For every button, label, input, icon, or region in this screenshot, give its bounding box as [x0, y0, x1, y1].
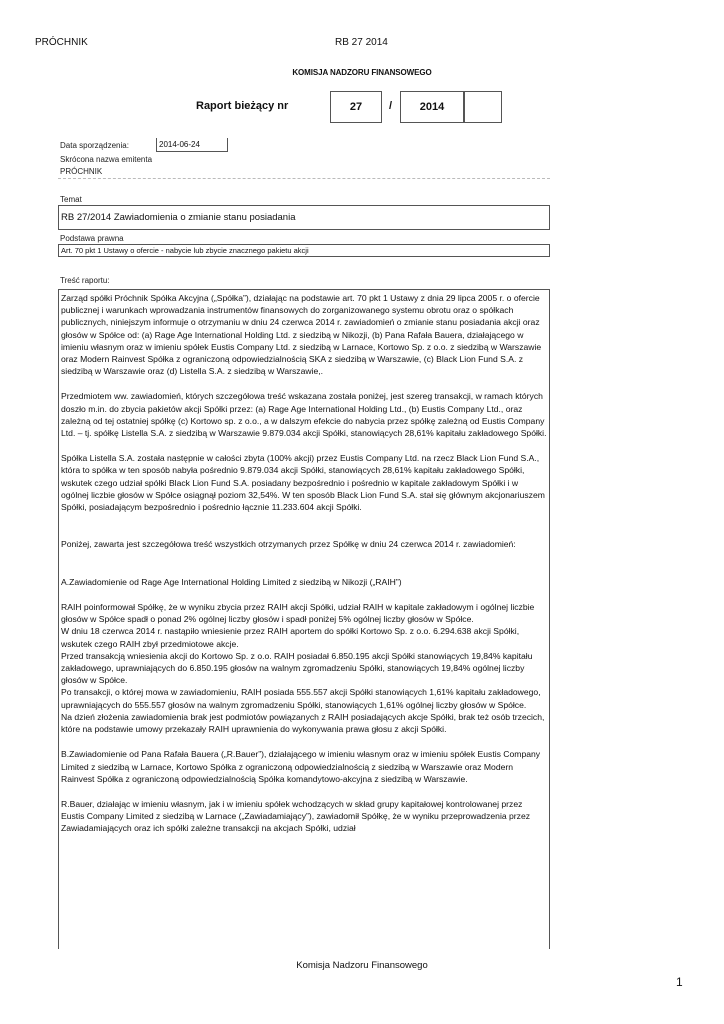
- legal-basis-label: Podstawa prawna: [60, 234, 124, 243]
- header-report-id: RB 27 2014: [335, 37, 388, 48]
- report-empty-box: [464, 91, 502, 123]
- date-label: Data sporządzenia:: [60, 141, 129, 150]
- content-paragraph: A.Zawiadomienie od Rage Age International Holding Limited z siedzibą w Nikozji („RAIH”): [61, 576, 402, 587]
- content-paragraph: Poniżej, zawarta jest szczegółowa treść wszystkich otrzymanych przez Spółkę w dniu 24 czerwca 2014 r. zawiadomień:: [61, 539, 516, 550]
- footer-authority: Komisja Nadzoru Finansowego: [296, 960, 428, 971]
- page-number: 1: [676, 975, 683, 989]
- divider: [58, 178, 550, 179]
- content-paragraph: R.Bauer, działając w imieniu własnym, jak i w imieniu spółek wchodzących w skład grupy kapitałowej kontrolowanej przez Eustis Company Limited z siedzibą w Larnace („Zawiadamiający”), zawiadomił Spółkę, że w wyniku przeprowadzenia przez Zawiadamiających oraz ich spółki zależne transakcji na akcjach Spółki, udział: [61, 798, 533, 834]
- content-paragraph: RAIH poinformował Spółkę, że w wyniku zbycia przez RAIH akcji Spółki, udział RAIH w kapitale zakładowym i ogólnej liczbie głosów w Spółce spadł o ponad 2% ogólnej liczby głosów i spadł poniżej 5% ogólnej liczby głosów w Spółce. W dniu 18 czerwca 2014 r. nastąpiło wniesienie przez RAIH aportem do spółki Kortowo Sp. z o.o. 6.294.638 akcji Spółki, wskutek czego RAIH zbył przedmiotowe akcje. Przed transakcją wniesienia akcji do Kortowo Sp. z o.o. RAIH posiadał 6.850.195 akcji Spółki stanowiących 19,84% kapitału zakładowego, uprawniających do 6.850.195 głosów na walnym zgromadzeniu Spółki, stanowiących 19,84% ogólnej liczby głosów w Spółce. Po transakcji, o której mowa w zawiadomieniu, RAIH posiada 555.557 akcji Spółki stanowiących 1,61% kapitału zakładowego, uprawniających do 555.557 głosów na walnym zgromadzeniu Spółki, stanowiących 1,61% ogólnej liczby głosów w Spółce. Na dzień złożenia zawiadomienia brak jest podmiotów powiązanych z RAIH posiadających akcje Spółki, brak też osób trzecich, które na podstawie umowy przekazały RAIH uprawnienia do wykonywania prawa głosu z akcji Spółki.: [61, 602, 545, 735]
- content-label: Treść raportu:: [60, 276, 110, 285]
- authority-title: KOMISJA NADZORU FINANSOWEGO: [292, 68, 432, 77]
- topic-label: Temat: [60, 195, 82, 204]
- topic-field: RB 27/2014 Zawiadomienia o zmianie stanu posiadania: [58, 205, 550, 230]
- header-company: PRÓCHNIK: [35, 37, 88, 48]
- report-year: 2014: [419, 101, 445, 113]
- report-year-box: [400, 91, 464, 123]
- report-number-box: [330, 91, 382, 123]
- short-name-label: Skrócona nazwa emitenta: [60, 155, 153, 164]
- content-body: [58, 289, 550, 949]
- content-paragraph: Spółka Listella S.A. została następnie w całości zbyta (100% akcji) przez Eustis Company Ltd. na rzecz Black Lion Fund S.A., która to spółka w ten sposób nabyła pośrednio 9.879.034 akcji Spółki, stanowiących 28,61% kapitału zakładowego Spółki, wskutek czego udział spółki Black Lion Fund S.A. posiadany bezpośrednio i pośrednio w kapitale zakładowym Spółki i w ogólnej liczbie głosów w Spółce osiągnął poziom 32,54%. W ten sposób Black Lion Fund S.A. stał się głównym akcjonariuszem Spółki, posiadającym bezpośrednio i pośrednio łącznie 11.233.604 akcji Spółki.: [61, 453, 548, 513]
- date-field: 2014-06-24: [156, 138, 228, 152]
- content-paragraph: Przedmiotem ww. zawiadomień, których szczegółowa treść wskazana została poniżej, jest szereg transakcji, w ramach których doszło m.in. do zbycia pakietów akcji Spółki przez: (a) Rage Age International Holding Ltd., (b) Eustis Company Ltd., oraz zależną od tej ostatniej spółkę (c) Kortowo sp. z o.o., a w dalszym efekcie do nabycia przez spółkę zależną od Eustis Company Ltd. – tj. spółkę Listella S.A. z siedzibą w Warszawie 9.879.034 akcji Spółki, stanowiących 28,61% kapitału zakładowego Spółki.: [61, 391, 547, 439]
- short-name-value: PRÓCHNIK: [60, 167, 103, 176]
- report-slash: /: [389, 100, 393, 112]
- report-number: 27: [349, 101, 363, 113]
- content-paragraph: B.Zawiadomienie od Pana Rafała Bauera („R.Bauer”), działającego w imieniu własnym oraz w imieniu spółek Eustis Company Limited z siedzibą w Larnace, Kortowo Spółka z ograniczoną odpowiedzialnością z siedzibą w Warszawie oraz Modern Rainvest Spółka z ograniczoną odpowiedzialnością Spółka komandytowo-akcyjna z siedzibą w Warszawie.: [61, 749, 543, 784]
- report-label: Raport bieżący nr: [196, 100, 289, 112]
- content-paragraph: Zarząd spółki Próchnik Spółka Akcyjna („Spółka”), działając na podstawie art. 70 pkt 1 Ustawy z dnia 29 lipca 2005 r. o ofercie publicznej i warunkach wprowadzania instrumentów finansowych do zorganizowanego systemu obrotu oraz o spółkach publicznych, niniejszym informuje o otrzymaniu w dniu 24 czerwca 2014 r. zawiadomień o zmianie stanu posiadania akcji oraz głosów w Spółce od: (a) Rage Age International Holding Ltd. z siedzibą w Nikozji, (b) Pana Rafała Bauera, działającego w imieniu własnym oraz w imieniu spółek Eustis Company Ltd. z siedzibą w Larnace, Kortowo Sp. z o.o. z siedzibą w Warszawie oraz Modern Rainvest Spółka z ograniczoną odpowiedzialnością SKA z siedzibą w Warszawie, (c) Black Lion Fund S.A. z siedzibą w Warszawie oraz (d) Listella S.A. z siedzibą w Warszawie,.: [61, 293, 544, 377]
- legal-basis-field: Art. 70 pkt 1 Ustawy o ofercie - nabycie lub zbycie znacznego pakietu akcji: [58, 244, 550, 257]
